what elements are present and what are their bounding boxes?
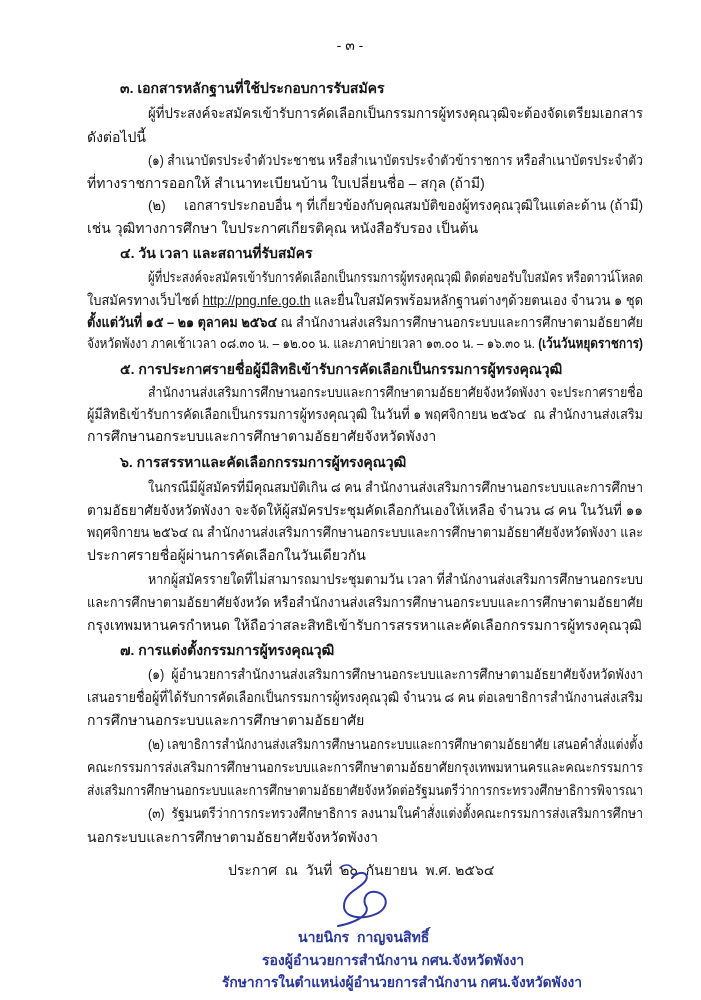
section-5-line: ผู้มีสิทธิเข้ารับการคัดเลือกเป็นกรรมการผู้ทรงคุณวุฒิ ในวันที่ ๑ พฤศจิกายน ๒๕๖๔ ณ สำนักงานส่งเสริม (87, 406, 643, 422)
announcement-date: ประกาศ ณ วันที่ ๒๐ กันยายน พ.ศ. ๒๕๖๔ (228, 862, 495, 878)
section-4-heading: ๔. วัน เวลา และสถานที่รับสมัคร (120, 245, 313, 261)
section-5-line: สำนักงานส่งเสริมการศึกษานอกระบบและการศึกษาตามอัธยาศัยจังหวัดพังงา จะประกาศรายชื่อ (148, 384, 643, 400)
holiday-note: (เว้นวันหยุดราชการ) (538, 335, 643, 351)
section-4-text: ณ สำนักงานส่งเสริมการศึกษานอกระบบและการศึกษาตามอัธยาศัย (277, 314, 643, 330)
section-4-text: จังหวัดพังงา ภาคเช้าเวลา ๐๘.๓๐ น. – ๑๒.๐๐ น. และภาคบ่ายเวลา ๑๓.๐๐ น. – ๑๖.๓๐ น. (87, 335, 539, 351)
section-6-paragraph-1-line: ตามอัธยาศัยจังหวัดพังงา จะจัดให้ผู้สมัครประชุมคัดเลือกกันเองให้เหลือ จำนวน ๘ คน ในวันที่ ๑๑ (87, 502, 643, 518)
section-6-paragraph-1-line: พฤศจิกายน ๒๕๖๔ ณ สำนักงานส่งเสริมการศึกษานอกระบบและการศึกษาตามอัธยาศัยจังหวัดพังงา และ (87, 524, 643, 540)
section-7-item-2-line: ส่งเสริมการศึกษานอกระบบและการศึกษาตามอัธยาศัยจังหวัดต่อรัฐมนตรีว่าการกระทรวงศึกษาธิการพิจารณา (87, 782, 643, 798)
section-3-intro-line: ผู้ที่ประสงค์จะสมัครเข้ารับการคัดเลือกเป็นกรรมการผู้ทรงคุณวุฒิจะต้องจัดเตรียมเอกสาร (148, 105, 643, 121)
signature-stroke (338, 873, 386, 926)
section-6-paragraph-1-line: ในกรณีมีผู้สมัครที่มีคุณสมบัติเกิน ๘ คน สำนักงานส่งเสริมการศึกษานอกระบบและการศึกษา (148, 479, 643, 495)
signature-stroke (340, 865, 352, 868)
section-4-text: และยื่นใบสมัครพร้อมหลักฐานต่างๆด้วยตนเอง จำนวน ๑ ชุด (310, 292, 643, 308)
section-7-item-1-line: เสนอรายชื่อผู้ที่ได้รับการคัดเลือกเป็นกรรมการผู้ทรงคุณวุฒิ จำนวน ๘ คน ต่อเลขาธิการสำนักงานส่งเสริม (87, 689, 643, 705)
section-6-paragraph-2-line: และการศึกษาตามอัธยาศัยจังหวัด หรือสำนักงานส่งเสริมการศึกษานอกระบบและการศึกษาตามอัธยาศัย (87, 594, 643, 610)
section-3-heading: ๓. เอกสารหลักฐานที่ใช้ประกอบการรับสมัคร (120, 80, 385, 96)
section-6-paragraph-1-line: ประกาศรายชื่อผู้ผ่านการคัดเลือกในวันเดียวกัน (87, 547, 366, 563)
website-link[interactable]: http://png.nfe.go.th (202, 292, 311, 308)
section-6-heading: ๖. การสรรหาและคัดเลือกกรรมการผู้ทรงคุณวุฒิ (120, 454, 407, 470)
section-4-line (87, 333, 643, 353)
signer-title: รองผู้อำนวยการสำนักงาน กศน.จังหวัดพังงา (262, 952, 525, 968)
section-7-item-2-line: คณะกรรมการส่งเสริมการศึกษานอกระบบและการศึกษาตามอัธยาศัยกรุงเทพมหานครและคณะกรรมการ (87, 759, 643, 775)
section-6-paragraph-2-line: กรุงเทพมหานครกำหนด ให้ถือว่าสละสิทธิเข้ารับการสรรหาและคัดเลือกกรรมการผู้ทรงคุณวุฒิ (87, 617, 642, 633)
page-number: - ๓ - (336, 37, 364, 53)
signature (300, 860, 410, 930)
section-3-item-1-line: (๑) สำเนาบัตรประจำตัวประชาชน หรือสำเนาบัตรประจำตัวข้าราชการ หรือสำเนาบัตรประจำตัว (148, 152, 643, 168)
section-3-intro-line: ดังต่อไปนี้ (87, 129, 146, 145)
section-7-item-2-line: (๒) เลขาธิการสำนักงานส่งเสริมการศึกษานอกระบบและการศึกษาตามอัธยาศัย เสนอคำสั่งแต่งตั้ง (148, 736, 643, 752)
section-7-item-3-line: นอกระบบและการศึกษาตามอัธยาศัยจังหวัดพังงา (87, 829, 378, 845)
section-4-line (87, 290, 643, 310)
section-7-heading: ๗. การแต่งตั้งกรรมการผู้ทรงคุณวุฒิ (120, 642, 335, 658)
signer-acting-title: รักษาการในตำแหน่งผู้อำนวยการสำนักงาน กศน.จังหวัดพังงา (222, 974, 582, 990)
signer-name: นายนิกร กาญจนสิทธิ์ (298, 929, 430, 945)
section-4-text: ใบสมัครทางเว็บไซต์ (87, 292, 203, 308)
section-3-item-1-line: ที่ทางราชการออกให้ สำเนาทะเบียนบ้าน ใบเปลี่ยนชื่อ – สกุล (ถ้ามี) (87, 175, 485, 191)
section-7-item-1-line: การศึกษานอกระบบและการศึกษาตามอัธยาศัย (87, 712, 365, 728)
section-6-paragraph-2-line: หากผู้สมัครรายใดที่ไม่สามารถมาประชุมตามวัน เวลา ที่สำนักงานส่งเสริมการศึกษานอกระบบ (148, 571, 643, 587)
section-4-line (87, 312, 643, 332)
section-3-item-2-line: (๒) เอกสารประกอบอื่น ๆ ที่เกี่ยวข้องกับคุณสมบัติของผู้ทรงคุณวุฒิในแต่ละด้าน (ถ้ามี) (148, 197, 643, 213)
section-5-line: การศึกษานอกระบบและการศึกษาตามอัธยาศัยจังหวัดพังงา (87, 428, 437, 444)
application-dates: ตั้งแต่วันที่ ๑๕ – ๒๑ ตุลาคม ๒๕๖๔ (87, 314, 278, 330)
section-7-item-3-line: (๓) รัฐมนตรีว่าการกระทรวงศึกษาธิการ ลงนามในคำสั่งแต่งตั้งคณะกรรมการส่งเสริมการศึกษา (148, 805, 643, 821)
section-5-heading: ๕. การประกาศรายชื่อผู้มีสิทธิเข้ารับการคัดเลือกเป็นกรรมการผู้ทรงคุณวุฒิ (120, 361, 563, 377)
section-4-line: ผู้ที่ประสงค์จะสมัครเข้ารับการคัดเลือกเป็นกรรมการผู้ทรงคุณวุฒิ ติดต่อขอรับใบสมัคร หรือดาวน์โหลด (148, 269, 643, 285)
section-3-item-2-line: เช่น วุฒิทางการศึกษา ใบประกาศเกียรติคุณ หนังสือรับรอง เป็นต้น (87, 220, 479, 236)
section-7-item-1-line: (๑) ผู้อำนวยการสำนักงานส่งเสริมการศึกษานอกระบบและการศึกษาตามอัธยาศัยจังหวัดพังงา (148, 666, 643, 682)
